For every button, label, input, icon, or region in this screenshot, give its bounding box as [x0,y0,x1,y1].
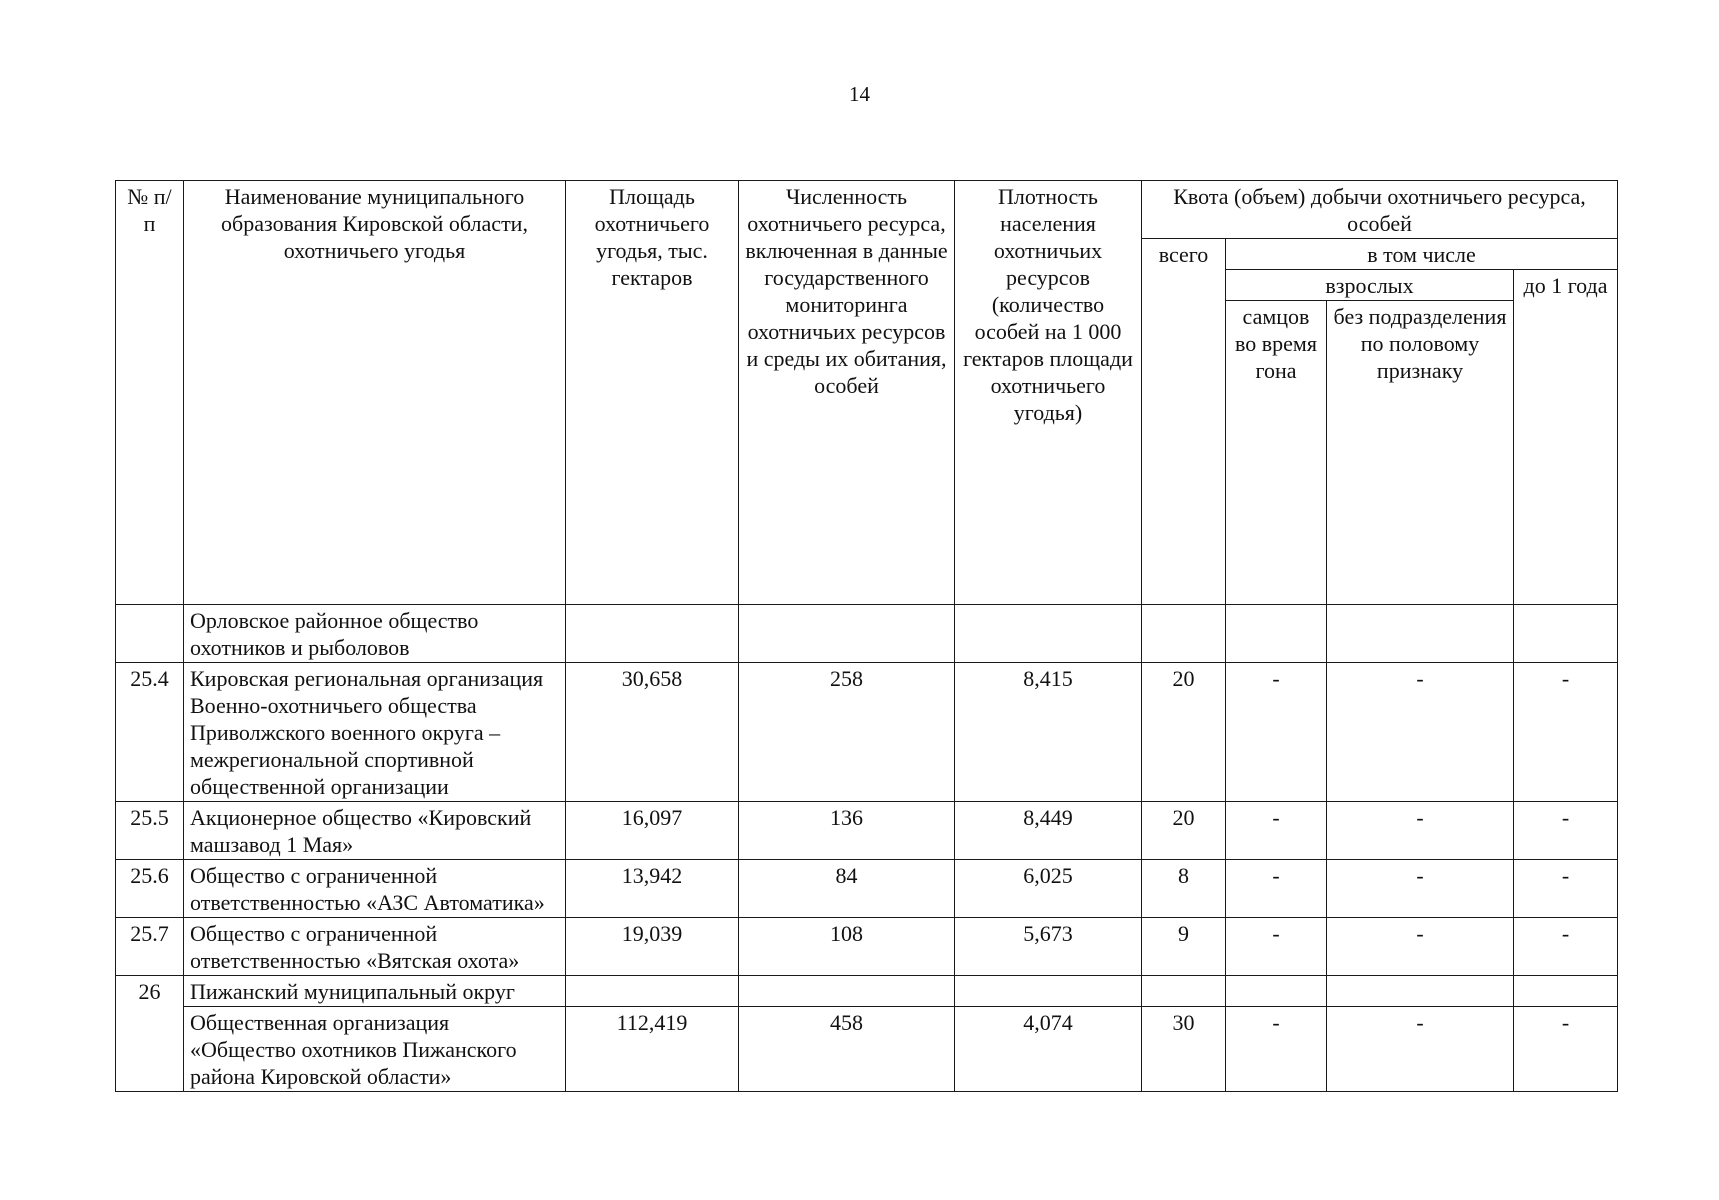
header-under-one: до 1 года [1514,270,1618,605]
page-number: 14 [849,82,870,106]
table-row [116,605,1618,663]
table-row [116,802,1618,860]
row-count [739,976,955,1007]
row-males: - [1226,860,1327,918]
row-total: 20 [1142,802,1226,860]
row-num: 25.7 [116,918,184,976]
row-young: - [1514,860,1618,918]
row-num: 25.6 [116,860,184,918]
row-name: Акционерное общество «Кировский машзавод 1 Мая» [184,802,566,860]
row-young: - [1514,918,1618,976]
row-young: - [1514,663,1618,802]
row-nosex: - [1327,860,1514,918]
row-density: 8,449 [955,802,1142,860]
row-area [566,605,739,663]
row-young [1514,605,1618,663]
table-body [116,605,1618,1092]
header-males-rut: самцов во время гона [1226,301,1327,605]
row-name: Общественная организация «Общество охотников Пижанского района Кировской области» [184,1007,566,1092]
row-males: - [1226,1007,1327,1092]
header-total: всего [1142,239,1226,605]
quota-table [115,180,1618,1092]
row-density: 6,025 [955,860,1142,918]
header-name: Наименование муниципального образования Кировской области, охотничьего угодья [184,181,566,605]
header-quota: Квота (объем) добычи охотничьего ресурса, особей [1142,181,1618,239]
table-row [116,976,1618,1007]
row-area: 30,658 [566,663,739,802]
header-adults: взрослых [1226,270,1514,301]
row-name: Орловское районное общество охотников и рыболовов [184,605,566,663]
header-no-sex: без подразделения по половому признаку [1327,301,1514,605]
row-num: 25.5 [116,802,184,860]
row-count: 136 [739,802,955,860]
row-males: - [1226,663,1327,802]
row-total: 30 [1142,1007,1226,1092]
row-males [1226,976,1327,1007]
row-nosex [1327,605,1514,663]
row-total: 8 [1142,860,1226,918]
row-total: 20 [1142,663,1226,802]
row-area: 13,942 [566,860,739,918]
row-name: Пижанский муниципальный округ [184,976,566,1007]
row-nosex: - [1327,663,1514,802]
row-area [566,976,739,1007]
row-density [955,605,1142,663]
table-header [116,181,1618,605]
table-row [116,860,1618,918]
row-nosex: - [1327,802,1514,860]
row-area: 112,419 [566,1007,739,1092]
row-density [955,976,1142,1007]
table-row [116,1007,1618,1092]
row-young: - [1514,1007,1618,1092]
header-area: Площадь охотничьего угодья, тыс. гектаров [566,181,739,605]
table-row [116,663,1618,802]
row-count: 108 [739,918,955,976]
row-name: Общество с ограниченной ответственностью «АЗС Автоматика» [184,860,566,918]
row-num: 25.4 [116,663,184,802]
row-nosex [1327,976,1514,1007]
row-males: - [1226,918,1327,976]
row-count: 84 [739,860,955,918]
row-density: 4,074 [955,1007,1142,1092]
row-density: 5,673 [955,918,1142,976]
table-row [116,918,1618,976]
row-young [1514,976,1618,1007]
row-total [1142,605,1226,663]
row-young: - [1514,802,1618,860]
row-total: 9 [1142,918,1226,976]
header-num: № п/п [116,181,184,605]
row-num [116,605,184,663]
header-density: Плотность населения охотничьих ресурсов (количество особей на 1 000 гектаров площади охотничьего угодья) [955,181,1142,605]
row-density: 8,415 [955,663,1142,802]
row-males: - [1226,802,1327,860]
row-name: Общество с ограниченной ответственностью «Вятская охота» [184,918,566,976]
row-count: 258 [739,663,955,802]
row-name: Кировская региональная организация Военно-охотничьего общества Приволжского военного округа – межрегиональной спортивной общественной организации [184,663,566,802]
header-count: Численность охотничьего ресурса, включенная в данные государственного мониторинга охотничьих ресурсов и среды их обитания, особей [739,181,955,605]
row-total [1142,976,1226,1007]
row-count: 458 [739,1007,955,1092]
row-num: 26 [116,976,184,1092]
row-area: 16,097 [566,802,739,860]
row-males [1226,605,1327,663]
row-nosex: - [1327,1007,1514,1092]
row-nosex: - [1327,918,1514,976]
header-including: в том числе [1226,239,1618,270]
row-area: 19,039 [566,918,739,976]
row-count [739,605,955,663]
